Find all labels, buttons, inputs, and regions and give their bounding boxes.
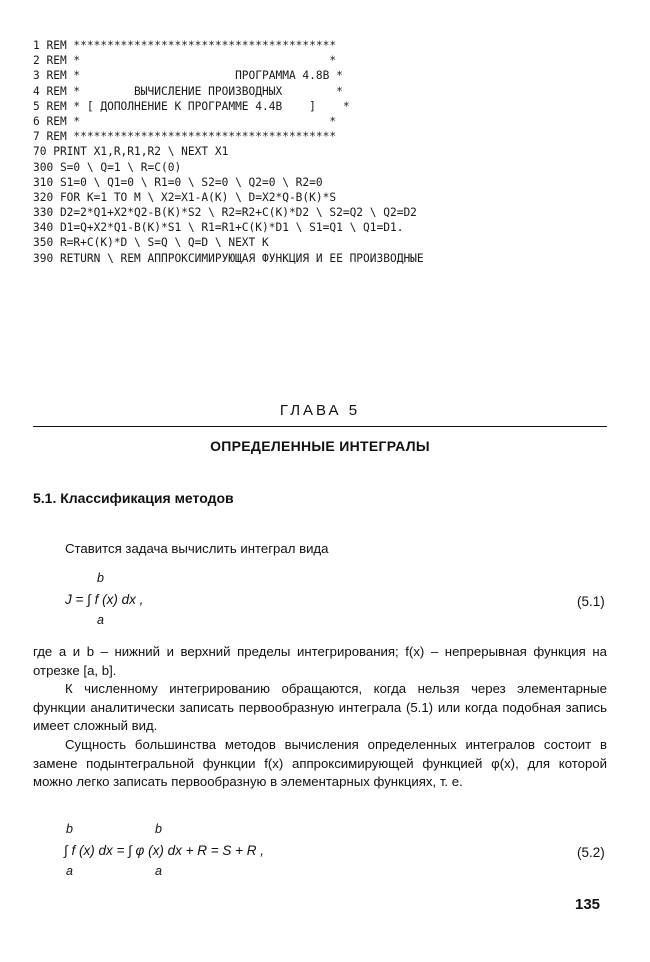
eq1-number: (5.1) [577,594,605,609]
eq1-lower-limit: a [97,613,104,627]
eq2-formula: ∫ f (x) dx = ∫ φ (x) dx + R = S + R , [64,843,265,858]
section-title: 5.1. Классификация методов [33,490,234,506]
code-line: 3 REM * ПРОГРАММА 4.8B * [33,69,343,83]
para-1: где a и b – нижний и верхний пределы интегрирования; f(x) – непрерывная функция на отрезке [a, b]. [33,644,607,678]
code-line: 390 RETURN \ REM АППРОКСИМИРУЮЩАЯ ФУНКЦИЯ И ЕЕ ПРОИЗВОДНЫЕ [33,251,424,265]
eq2-upper-limit-2: b [155,822,162,836]
program-listing [33,38,623,266]
code-line: 70 PRINT X1,R,R1,R2 \ NEXT X1 [33,145,229,159]
para-2: К численному интегрированию обращаются, когда нельзя через элементарные функции аналитически записать первообразную интеграла (5.1) или когда подобная запись имеет сложный вид. [33,681,607,734]
code-line: 5 REM * [ ДОПОЛНЕНИЕ К ПРОГРАММЕ 4.4B ] * [33,99,350,113]
intro-text: Ставится задача вычислить интеграл вида [65,541,329,556]
chapter-title: ОПРЕДЕЛЕННЫЕ ИНТЕГРАЛЫ [210,438,430,454]
eq2-upper-limit-1: b [66,822,73,836]
code-line: 6 REM * * [33,114,337,128]
para-3: Сущность большинства методов вычисления определенных интегралов состоит в замене подынтегральной функции f(x) аппроксимирующей функцией φ(x), для которой можно легко записать первообразную в элементарных функциях, т. е. [33,736,607,790]
eq2-number: (5.2) [577,845,605,860]
code-line: 1 REM *************************************** [33,39,337,52]
eq2-lower-limit-2: a [155,864,162,878]
chapter-label: ГЛАВА 5 [279,402,361,419]
page-number: 135 [575,896,601,913]
eq1-formula: J = ∫ f (x) dx , [65,592,144,607]
eq1-upper-limit: b [97,571,104,585]
body-text [33,643,607,792]
code-line: 350 R=R+C(K)*D \ S=Q \ Q=D \ NEXT K [33,236,269,250]
code-line: 7 REM *************************************** [33,130,337,144]
code-line: 4 REM * ВЫЧИСЛЕНИЕ ПРОИЗВОДНЫХ * [33,84,343,98]
code-line: 310 S1=0 \ Q1=0 \ R1=0 \ S2=0 \ Q2=0 \ R2=0 [33,175,323,189]
code-line: 320 FOR K=1 TO M \ X2=X1-A(K) \ D=X2*Q-B(K)*S [33,190,337,204]
code-line: 340 D1=Q+X2*Q1-B(K)*S1 \ R1=R1+C(K)*D1 \ S1=Q1 \ Q1=D1. [33,221,404,235]
intro-paragraph [33,540,607,559]
code-line: 300 S=0 \ Q=1 \ R=C(0) [33,160,182,174]
code-line: 330 D2=2*Q1+X2*Q2-B(K)*S2 \ R2=R2+C(K)*D2 \ S2=Q2 \ Q2=D2 [33,206,417,220]
code-line: 2 REM * * [33,54,337,68]
chapter-divider [33,426,607,427]
eq2-lower-limit-1: a [66,864,73,878]
